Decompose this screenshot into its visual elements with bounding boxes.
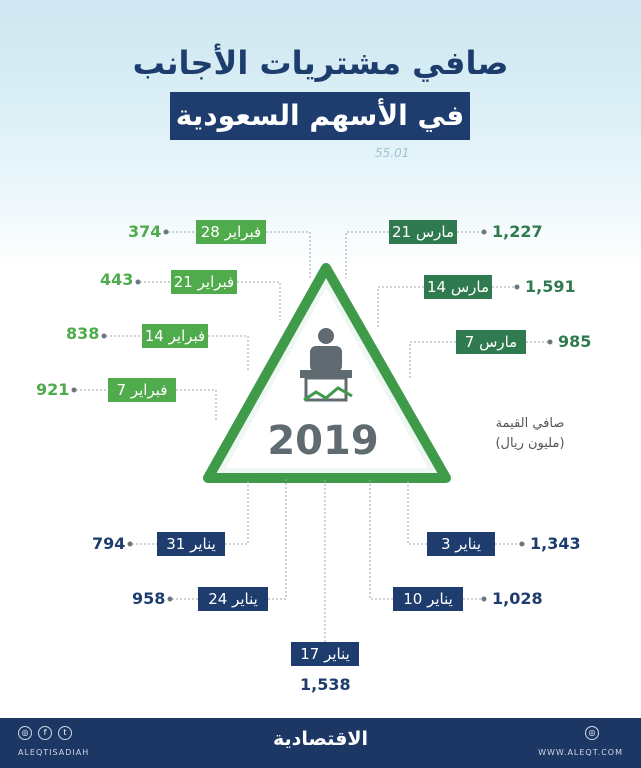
value-label: 1,591 [525,277,576,296]
connector-line [208,336,248,370]
twitter-icon[interactable]: t [58,726,72,740]
connector-line [237,282,280,320]
footer [0,718,641,768]
instagram-icon[interactable]: ◎ [18,726,32,740]
facebook-icon[interactable]: f [38,726,52,740]
value-label: 1,227 [492,222,543,241]
date-label: 28 فبراير [196,220,266,244]
connector-line [410,342,456,380]
value-label: 374 [128,222,162,241]
value-label: 1,028 [492,589,543,608]
legend-line-2: (مليون ريال) [495,436,565,451]
date-label: 24 يناير [198,587,268,611]
value-label: 1,343 [530,534,581,553]
date-label: 21 فبراير [171,270,237,294]
value-dot [164,230,169,235]
value-dot [72,388,77,393]
trader-body-icon [310,346,342,372]
value-label: 838 [66,324,100,343]
value-dot [548,340,553,345]
date-label: 31 يناير [157,532,225,556]
date-label: 14 مارس [424,275,492,299]
value-dot [515,285,520,290]
date-label: 3 يناير [427,532,495,556]
trader-head-icon [318,328,334,344]
value-dot [136,280,141,285]
title-main: صافي مشتريات الأجانب [132,44,509,82]
value-dot [520,542,525,547]
connector-line [346,232,389,278]
website-link[interactable]: WWW.ALEQT.COM [538,748,623,757]
value-label: 985 [558,332,592,351]
value-label: 1,538 [300,675,351,694]
date-label: 17 يناير [291,642,359,666]
value-dot [168,597,173,602]
date-label: 14 فبراير [142,324,208,348]
social-handle[interactable]: ALEQTISADIAH [18,748,90,757]
center-year: 2019 [267,418,379,464]
value-label: 443 [100,270,134,289]
value-label: 958 [132,589,166,608]
connector-line [408,478,427,544]
value-dot [128,542,133,547]
legend-line-1: صافي القيمة [495,416,565,431]
date-label: 7 فبراير [108,378,176,402]
title-subtitle: في الأسهم السعودية [170,92,470,140]
connector-line [225,478,248,544]
connector-line [266,232,310,278]
brand-logo: الاقتصادية [272,728,369,750]
date-label: 21 مارس [389,220,457,244]
legend [478,414,582,454]
connector-line [268,478,286,599]
connector-line [378,287,424,328]
date-label: 7 مارس [456,330,526,354]
value-dot [482,597,487,602]
date-label: 10 يناير [393,587,463,611]
web-icon[interactable]: ◎ [585,726,599,740]
value-label: 794 [92,534,126,553]
value-dot [482,230,487,235]
value-dot [102,334,107,339]
connector-line [370,478,393,599]
value-label: 921 [36,380,70,399]
decorative-ticker-number: 55.01 [375,146,410,160]
connector-line [176,390,216,420]
